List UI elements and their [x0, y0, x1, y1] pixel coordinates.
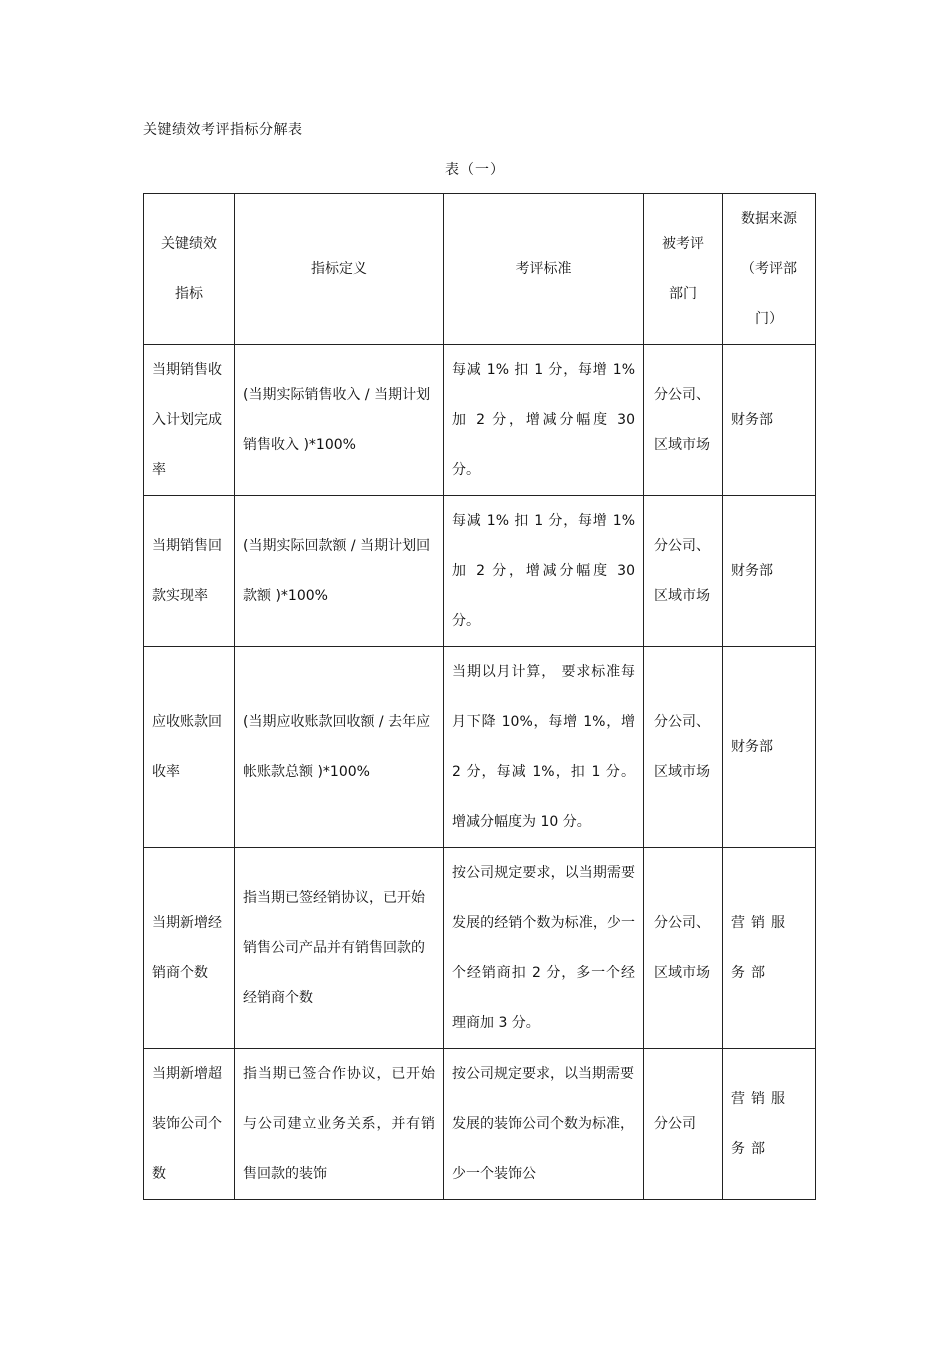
cell-standard: 每减 1% 扣 1 分，每增 1% 加 2 分，增减分幅度 30 分。: [444, 345, 644, 496]
cell-definition: (当期实际销售收入 / 当期计划销售收入 )*100%: [235, 345, 444, 496]
table-row: [144, 1049, 816, 1200]
header-evaluated: 被考评部门: [644, 194, 723, 345]
cell-definition: 指当期已签合作协议，已开始与公司建立业务关系，并有销售回款的装饰: [235, 1049, 444, 1200]
table-row: [144, 496, 816, 647]
table-caption: 表（一）: [445, 162, 505, 178]
cell-kpi: 当期销售收入计划完成率: [144, 345, 235, 496]
header-definition: 指标定义: [235, 194, 444, 345]
cell-definition: (当期应收账款回收额 / 去年应帐账款总额 )*100%: [235, 647, 444, 848]
cell-evaluated: 分公司、区域市场: [644, 647, 723, 848]
header-kpi: 关键绩效指标: [144, 194, 235, 345]
cell-evaluated: 分公司、区域市场: [644, 496, 723, 647]
table-row: [144, 848, 816, 1049]
cell-definition: (当期实际回款额 / 当期计划回款额 )*100%: [235, 496, 444, 647]
table-row: [144, 647, 816, 848]
cell-standard: 每减 1% 扣 1 分，每增 1% 加 2 分，增减分幅度 30 分。: [444, 496, 644, 647]
header-standard: 考评标准: [444, 194, 644, 345]
kpi-table: [143, 193, 816, 1200]
cell-evaluated: 分公司: [644, 1049, 723, 1200]
cell-evaluated: 分公司、区域市场: [644, 848, 723, 1049]
header-source: 数据来源（考评部门）: [723, 194, 816, 345]
cell-source: 财务部: [723, 345, 816, 496]
table-row: [144, 345, 816, 496]
cell-kpi: 当期销售回款实现率: [144, 496, 235, 647]
cell-definition: 指当期已签经销协议，已开始销售公司产品并有销售回款的经销商个数: [235, 848, 444, 1049]
cell-kpi: 当期新增超装饰公司个数: [144, 1049, 235, 1200]
cell-kpi: 当期新增经销商个数: [144, 848, 235, 1049]
table-header-row: [144, 194, 816, 345]
cell-standard: 当期以月计算， 要求标准每月下降 10%，每增 1%，增 2 分，每减 1%，扣 1 分。增减分幅度为 10 分。: [444, 647, 644, 848]
cell-standard: 按公司规定要求，以当期需要发展的装饰公司个数为标准， 少一个装饰公: [444, 1049, 644, 1200]
cell-kpi: 应收账款回收率: [144, 647, 235, 848]
cell-evaluated: 分公司、区域市场: [644, 345, 723, 496]
cell-standard: 按公司规定要求，以当期需要发展的经销个数为标准，少一个经销商扣 2 分，多一个经理商加 3 分。: [444, 848, 644, 1049]
cell-source: 财务部: [723, 647, 816, 848]
cell-source: 营销服务部: [723, 848, 816, 1049]
cell-source: 营销服务部: [723, 1049, 816, 1200]
document-title: 关键绩效考评指标分解表: [143, 122, 303, 138]
cell-source: 财务部: [723, 496, 816, 647]
